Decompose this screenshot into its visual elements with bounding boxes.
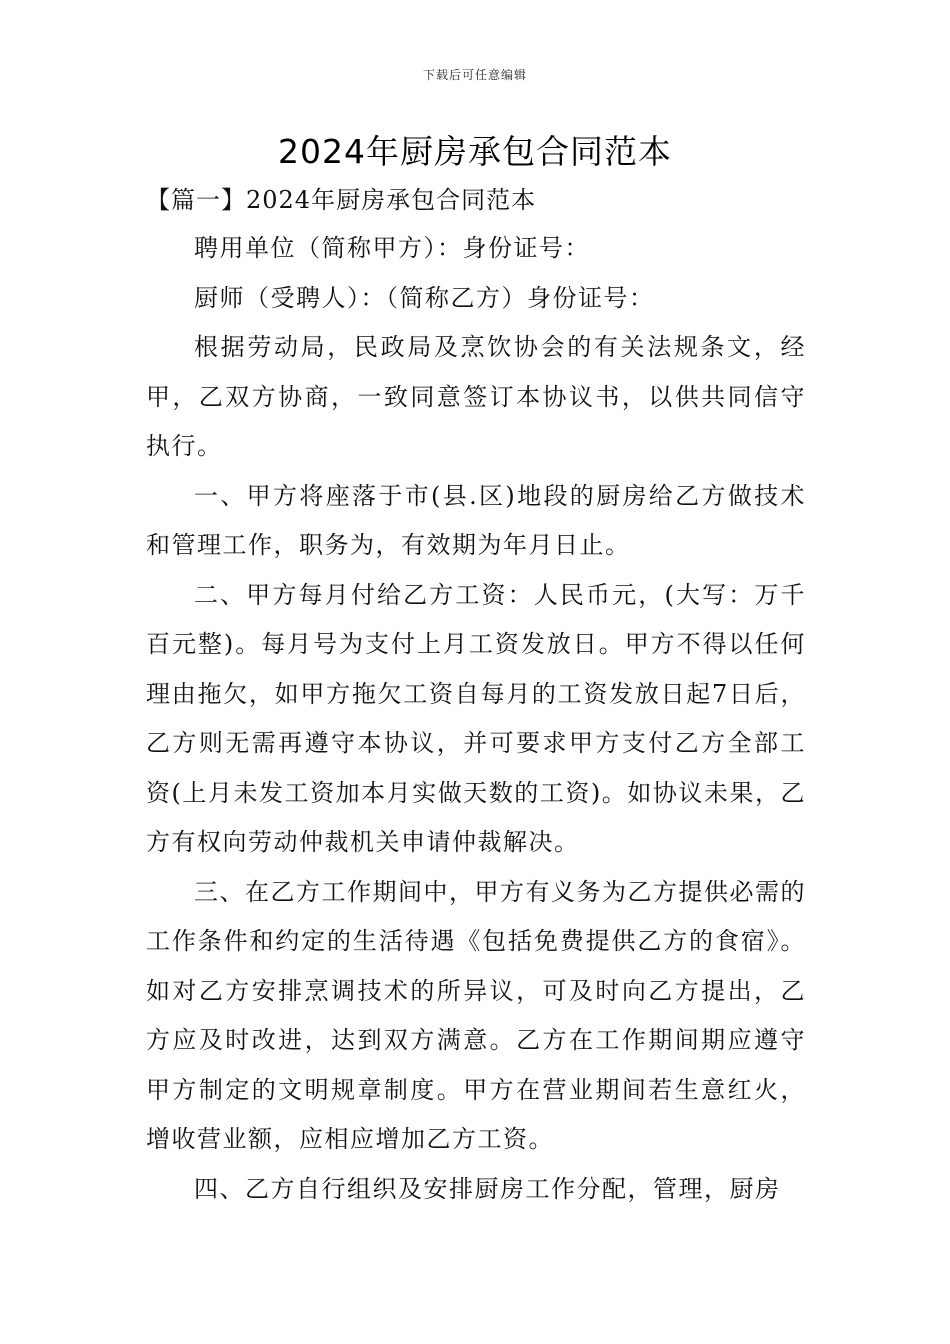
paragraph-clause-1: 一、甲方将座落于市(县.区)地段的厨房给乙方做技术和管理工作，职务为，有效期为年月日止。: [146, 481, 806, 559]
paragraph-preamble: 根据劳动局，民政局及烹饮协会的有关法规条文，经甲，乙双方协商，一致同意签订本协议书，以供共同信守执行。: [146, 333, 806, 460]
paragraph-chef: 厨师（受聘人）：（简称乙方）身份证号：: [194, 283, 655, 312]
paragraph-clause-2: 二、甲方每月付给乙方工资：人民币元，(大写：万千百元整)。每月号为支付上月工资发放日。甲方不得以任何理由拖欠，如甲方拖欠工资自每月的工资发放日起7日后，乙方则无需再遵守本协议，并可要求甲方支付乙方全部工资(上月未发工资加本月实做天数的工资)。如协议未果，乙方有权向劳动仲裁机关申请仲裁解决。: [146, 580, 806, 856]
document-body: [146, 224, 806, 1214]
paragraph-employer: 聘用单位（简称甲方）：身份证号：: [194, 234, 590, 262]
section-heading: 【篇一】2024年厨房承包合同范本: [146, 186, 537, 214]
paragraph-clause-4: 四、乙方自行组织及安排厨房工作分配，管理，厨房: [194, 1174, 781, 1203]
document-title: 2024年厨房承包合同范本: [278, 132, 672, 171]
paragraph-clause-3: 三、在乙方工作期间中，甲方有义务为乙方提供必需的工作条件和约定的生活待遇《包括免费提供乙方的食宿》。如对乙方安排烹调技术的所异议，可及时向乙方提出，乙方应及时改进，达到双方满意。乙方在工作期间期应遵守甲方制定的文明规章制度。甲方在营业期间若生意红火，增收营业额，应相应增加乙方工资。: [146, 877, 806, 1153]
header-note: 下载后可任意编辑: [422, 68, 527, 82]
